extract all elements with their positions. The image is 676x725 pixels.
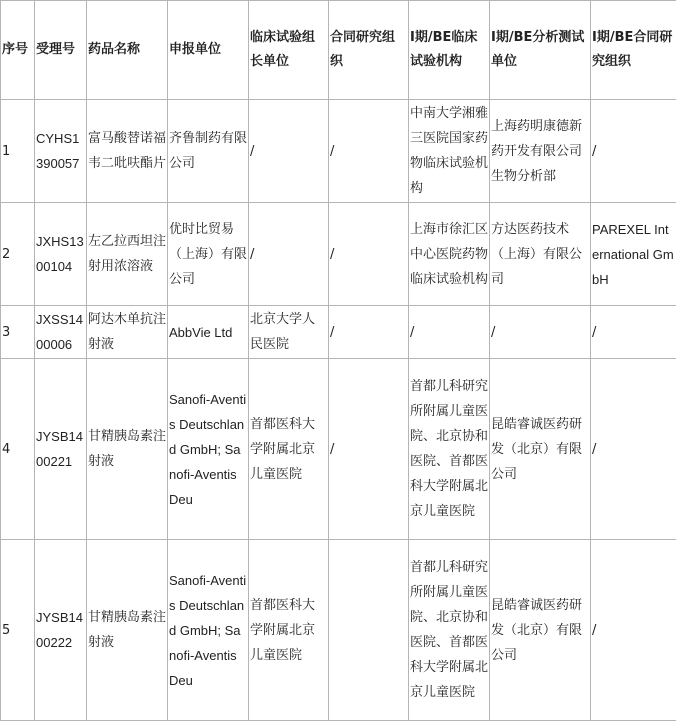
table-row: [1, 306, 676, 359]
cell-phase1-cro: /: [591, 359, 676, 540]
table-row: [1, 540, 676, 721]
cell-no: 5: [1, 540, 35, 721]
cell-phase1-lab: 方达医药技术（上海）有限公司: [490, 203, 591, 306]
cell-cro: /: [329, 100, 409, 203]
cell-drug-name: 左乙拉西坦注射用浓溶液: [87, 203, 168, 306]
cell-no: 3: [1, 306, 35, 359]
header-phase1-lab: I期/BE分析测试单位: [490, 1, 591, 100]
cell-phase1-site: 中南大学湘雅三医院国家药物临床试验机构: [409, 100, 490, 203]
header-cro: 合同研究组织: [329, 1, 409, 100]
cell-drug-name: 阿达木单抗注射液: [87, 306, 168, 359]
table-row: [1, 359, 676, 540]
cell-cro: /: [329, 203, 409, 306]
cell-drug-name: 富马酸替诺福韦二吡呋酯片: [87, 100, 168, 203]
header-drug-name: 药品名称: [87, 1, 168, 100]
cell-accept-no: JYSB1400221: [35, 359, 87, 540]
cell-applicant: 齐鲁制药有限公司: [168, 100, 249, 203]
cell-lead-unit: /: [249, 203, 329, 306]
cell-accept-no: JXHS1300104: [35, 203, 87, 306]
cell-phase1-site: /: [409, 306, 490, 359]
cell-phase1-site: 首都儿科研究所附属儿童医院、北京协和医院、首都医科大学附属北京儿童医院: [409, 359, 490, 540]
cell-no: 1: [1, 100, 35, 203]
cell-drug-name: 甘精胰岛素注射液: [87, 359, 168, 540]
cell-applicant: Sanofi-Aventis Deutschland GmbH; Sanofi-Aventis Deu: [168, 540, 249, 721]
cell-applicant: 优时比贸易（上海）有限公司: [168, 203, 249, 306]
cell-phase1-lab: /: [490, 306, 591, 359]
cell-lead-unit: 首都医科大学附属北京儿童医院: [249, 540, 329, 721]
cell-applicant: AbbVie Ltd: [168, 306, 249, 359]
table-row: [1, 100, 676, 203]
cell-lead-unit: 首都医科大学附属北京儿童医院: [249, 359, 329, 540]
table-header-row: [1, 1, 676, 100]
cell-phase1-cro: /: [591, 306, 676, 359]
header-lead-unit: 临床试验组长单位: [249, 1, 329, 100]
cell-accept-no: JYSB1400222: [35, 540, 87, 721]
cell-no: 4: [1, 359, 35, 540]
cell-applicant: Sanofi-Aventis Deutschland GmbH; Sanofi-Aventis Deu: [168, 359, 249, 540]
cell-phase1-site: 首都儿科研究所附属儿童医院、北京协和医院、首都医科大学附属北京儿童医院: [409, 540, 490, 721]
header-applicant: 申报单位: [168, 1, 249, 100]
cell-phase1-lab: 昆皓睿诚医药研发（北京）有限公司: [490, 540, 591, 721]
cell-no: 2: [1, 203, 35, 306]
cell-phase1-site: 上海市徐汇区中心医院药物临床试验机构: [409, 203, 490, 306]
cell-lead-unit: /: [249, 100, 329, 203]
cell-cro: /: [329, 359, 409, 540]
cell-accept-no: JXSS1400006: [35, 306, 87, 359]
header-phase1-cro: I期/BE合同研究组织: [591, 1, 676, 100]
cell-accept-no: CYHS1390057: [35, 100, 87, 203]
cell-phase1-cro: PAREXEL International GmbH: [591, 203, 676, 306]
cell-phase1-cro: /: [591, 100, 676, 203]
cell-lead-unit: 北京大学人民医院: [249, 306, 329, 359]
cell-cro: /: [329, 306, 409, 359]
cell-drug-name: 甘精胰岛素注射液: [87, 540, 168, 721]
table-row: [1, 203, 676, 306]
cell-phase1-cro: /: [591, 540, 676, 721]
cell-phase1-lab: 上海药明康德新药开发有限公司生物分析部: [490, 100, 591, 203]
header-phase1-site: I期/BE临床试验机构: [409, 1, 490, 100]
cell-phase1-lab: 昆皓睿诚医药研发（北京）有限公司: [490, 359, 591, 540]
header-no: 序号: [1, 1, 35, 100]
header-accept-no: 受理号: [35, 1, 87, 100]
cell-cro: [329, 540, 409, 721]
